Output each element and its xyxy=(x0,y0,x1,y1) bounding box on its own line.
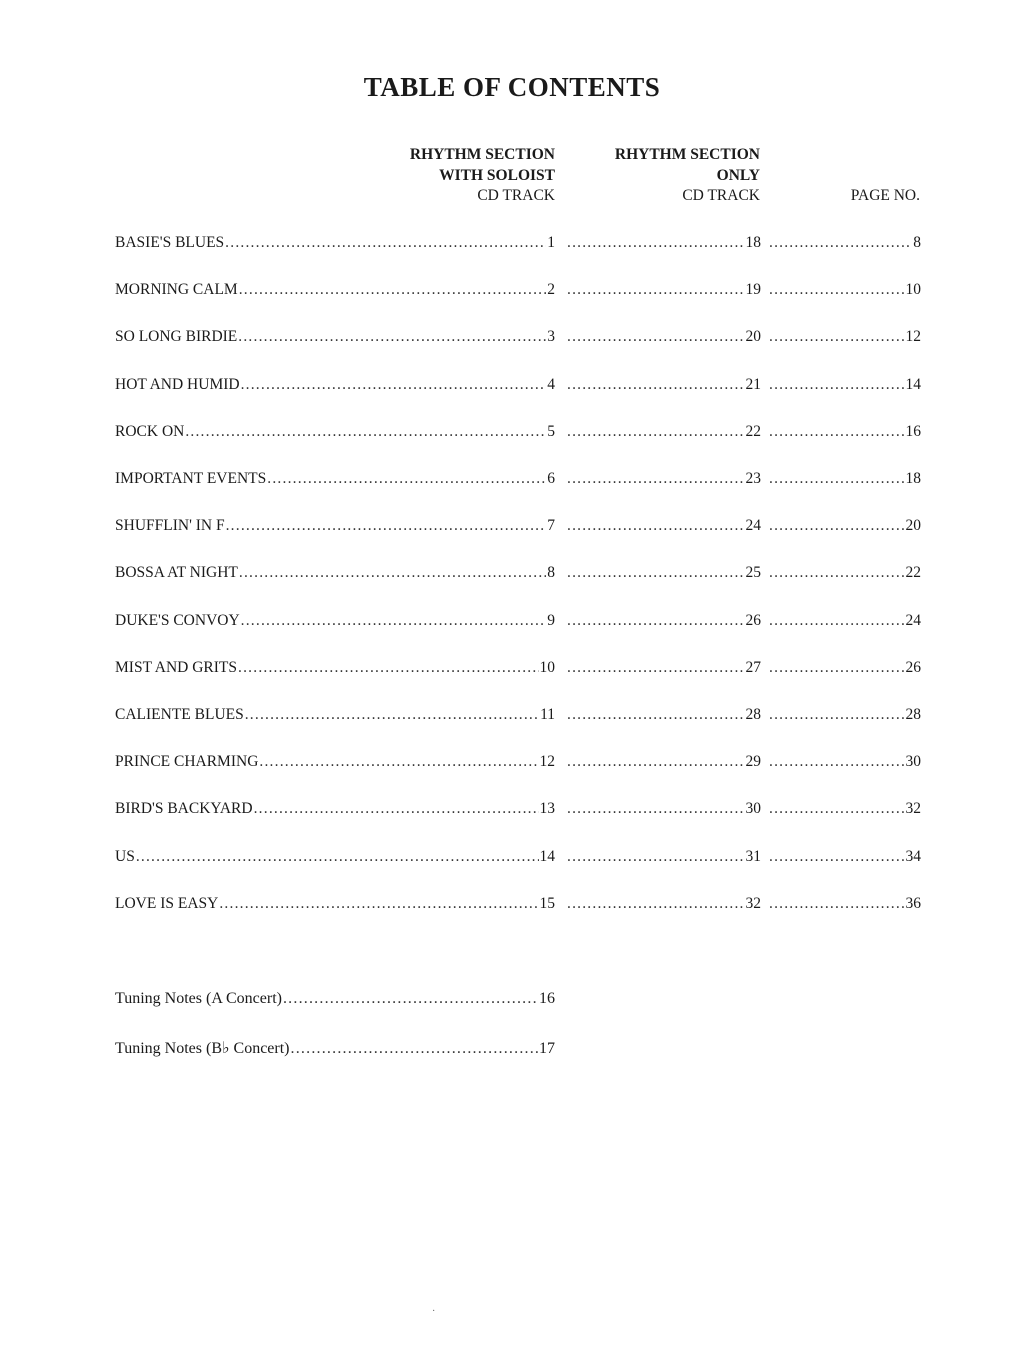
entry-number: 22 xyxy=(745,422,761,440)
header-page-no xyxy=(851,186,920,207)
entry-number: 17 xyxy=(539,1040,555,1057)
rhythm-track-cell xyxy=(566,470,761,488)
header-soloist-line1: RHYTHM SECTION xyxy=(409,146,555,163)
dot-leader xyxy=(241,612,547,630)
entry-number: 30 xyxy=(905,753,921,771)
rhythm-track-cell xyxy=(566,564,761,582)
entry-number: 9 xyxy=(547,611,555,629)
tuning-track-cell xyxy=(115,990,555,1008)
entry-number: 36 xyxy=(905,894,921,912)
entry-number: 27 xyxy=(745,658,761,676)
dot-leader xyxy=(769,848,905,866)
scan-speck: · xyxy=(432,1306,436,1317)
dot-leader xyxy=(769,800,905,818)
entry-number: 6 xyxy=(547,470,555,487)
entry-number: 25 xyxy=(745,564,761,582)
entry-number: 16 xyxy=(539,990,555,1007)
dot-leader xyxy=(769,659,905,677)
tuning-track-cell xyxy=(115,1038,555,1058)
dot-leader xyxy=(226,517,547,535)
entry-number: 19 xyxy=(745,281,761,299)
dot-leader xyxy=(769,376,905,394)
soloist-track-cell xyxy=(115,328,555,346)
dot-leader xyxy=(219,895,538,913)
entry-number: 10 xyxy=(905,281,921,299)
page-number-cell xyxy=(768,281,921,299)
entry-title: DUKE'S CONVOY xyxy=(115,611,240,629)
dot-leader xyxy=(136,848,539,866)
header-page-label: PAGE NO. xyxy=(850,187,920,204)
dot-leader xyxy=(238,328,546,346)
rhythm-track-cell xyxy=(566,800,761,818)
entry-number: 24 xyxy=(905,611,921,629)
page-number-cell xyxy=(768,564,921,582)
soloist-track-cell xyxy=(115,234,555,252)
dot-leader xyxy=(241,376,547,394)
entry-number: 21 xyxy=(745,375,761,393)
dot-leader xyxy=(769,895,905,913)
entry-title: SO LONG BIRDIE xyxy=(115,328,238,346)
entry-number: 30 xyxy=(745,800,761,818)
dot-leader xyxy=(567,564,745,582)
header-soloist-line2: WITH SOLOIST xyxy=(439,166,555,184)
rhythm-track-cell xyxy=(566,281,761,299)
entry-number: 16 xyxy=(905,422,921,440)
entry-number: 12 xyxy=(539,753,555,771)
page-number-cell xyxy=(768,753,921,771)
dot-leader xyxy=(239,564,546,582)
entry-number: 3 xyxy=(547,328,555,346)
entry-title: CALIENTE BLUES xyxy=(115,706,244,723)
entry-number: 34 xyxy=(905,847,921,865)
page-number-cell xyxy=(768,612,921,630)
entry-number: 18 xyxy=(905,470,921,487)
entry-title: BASIE'S BLUES xyxy=(115,234,225,251)
dot-leader xyxy=(567,612,745,630)
dot-leader xyxy=(567,800,745,818)
soloist-track-cell xyxy=(115,564,555,582)
dot-leader xyxy=(567,423,745,441)
page-title: TABLE OF CONTENTS xyxy=(363,72,661,102)
dot-leader xyxy=(567,281,745,299)
soloist-track-cell xyxy=(115,659,555,677)
dot-leader xyxy=(567,376,745,394)
entry-number: 22 xyxy=(905,564,921,582)
entry-title: Tuning Notes (B♭ Concert) xyxy=(115,1040,290,1057)
entry-number: 15 xyxy=(539,894,555,912)
entry-title: LOVE IS EASY xyxy=(115,894,219,912)
entry-number: 8 xyxy=(547,564,555,582)
rhythm-track-cell xyxy=(566,376,761,394)
header-rhythm-line3: CD TRACK xyxy=(682,187,760,204)
entry-number: 13 xyxy=(539,800,555,818)
entry-title: BOSSA AT NIGHT xyxy=(115,564,238,582)
soloist-track-cell xyxy=(115,706,555,724)
soloist-track-cell xyxy=(115,753,555,771)
rhythm-track-cell xyxy=(566,234,761,252)
entry-number: 24 xyxy=(745,517,761,535)
entry-number: 20 xyxy=(745,328,761,346)
entry-number: 20 xyxy=(905,517,921,535)
dot-leader xyxy=(769,470,905,488)
dot-leader xyxy=(769,517,905,535)
entry-number: 11 xyxy=(540,706,555,723)
soloist-track-cell xyxy=(115,470,555,488)
header-soloist-line3: CD TRACK xyxy=(477,187,555,204)
entry-number: 31 xyxy=(745,847,761,865)
entry-number: 28 xyxy=(745,706,761,723)
dot-leader xyxy=(769,234,912,252)
soloist-track-cell xyxy=(115,281,555,299)
dot-leader xyxy=(259,753,538,771)
entry-number: 32 xyxy=(905,800,921,818)
entry-title: MIST AND GRITS xyxy=(115,658,238,676)
soloist-track-cell xyxy=(115,848,555,866)
dot-leader xyxy=(283,990,538,1008)
entry-number: 1 xyxy=(547,234,555,251)
rhythm-track-cell xyxy=(566,328,761,346)
dot-leader xyxy=(769,753,905,771)
entry-title: IMPORTANT EVENTS xyxy=(115,470,267,487)
entry-number: 28 xyxy=(905,706,921,723)
dot-leader xyxy=(567,328,745,346)
rhythm-track-cell xyxy=(566,517,761,535)
entry-title: MORNING CALM xyxy=(115,281,238,299)
entry-number: 4 xyxy=(547,375,555,393)
entry-number: 2 xyxy=(547,281,555,299)
dot-leader xyxy=(769,706,905,724)
page-number-cell xyxy=(768,328,921,346)
rhythm-track-cell xyxy=(566,895,761,913)
dot-leader xyxy=(567,659,745,677)
header-soloist-track xyxy=(410,145,555,207)
entry-number: 32 xyxy=(745,894,761,912)
dot-leader xyxy=(291,1040,538,1058)
entry-number: 12 xyxy=(905,328,921,346)
dot-leader xyxy=(567,234,745,252)
page-number-cell xyxy=(768,423,921,441)
dot-leader xyxy=(567,895,745,913)
entry-title: PRINCE CHARMING xyxy=(115,753,259,771)
page-number-cell xyxy=(768,848,921,866)
dot-leader xyxy=(567,848,745,866)
soloist-track-cell xyxy=(115,376,555,394)
page-number-cell xyxy=(768,376,921,394)
dot-leader xyxy=(567,753,745,771)
soloist-track-cell xyxy=(115,612,555,630)
entry-number: 5 xyxy=(547,422,555,440)
rhythm-track-cell xyxy=(566,423,761,441)
entry-number: 23 xyxy=(745,470,761,487)
entry-number: 26 xyxy=(745,611,761,629)
page-number-cell xyxy=(768,895,921,913)
rhythm-track-cell xyxy=(566,706,761,724)
entry-number: 10 xyxy=(539,658,555,676)
page-number-cell xyxy=(768,470,921,488)
soloist-track-cell xyxy=(115,895,555,913)
dot-leader xyxy=(769,564,905,582)
soloist-track-cell xyxy=(115,800,555,818)
dot-leader xyxy=(239,281,547,299)
dot-leader xyxy=(567,706,745,724)
rhythm-track-cell xyxy=(566,612,761,630)
entry-title: US xyxy=(115,847,135,865)
dot-leader xyxy=(225,234,546,252)
page-number-cell xyxy=(768,800,921,818)
header-rhythm-line1: RHYTHM SECTION xyxy=(614,146,760,163)
entry-title: BIRD'S BACKYARD xyxy=(115,800,253,818)
dot-leader xyxy=(769,281,905,299)
entry-number: 7 xyxy=(547,517,555,535)
soloist-track-cell xyxy=(115,517,555,535)
rhythm-track-cell xyxy=(566,753,761,771)
page-number-cell xyxy=(768,659,921,677)
dot-leader xyxy=(267,470,546,488)
page-number-cell xyxy=(768,706,921,724)
dot-leader xyxy=(185,423,546,441)
page-number-cell xyxy=(768,517,921,535)
entry-number: 14 xyxy=(539,847,555,865)
entry-number: 26 xyxy=(905,658,921,676)
dot-leader xyxy=(238,659,538,677)
entry-title: SHUFFLIN' IN F xyxy=(115,517,225,535)
dot-leader xyxy=(769,423,905,441)
dot-leader xyxy=(567,517,745,535)
dot-leader xyxy=(769,612,905,630)
page-number-cell xyxy=(768,234,921,252)
header-rhythm-line2: ONLY xyxy=(716,166,760,184)
dot-leader xyxy=(254,800,539,818)
dot-leader xyxy=(245,706,539,724)
entry-number: 29 xyxy=(745,753,761,771)
soloist-track-cell xyxy=(115,423,555,441)
rhythm-track-cell xyxy=(566,659,761,677)
entry-number: 8 xyxy=(913,234,921,251)
entry-number: 14 xyxy=(905,375,921,393)
dot-leader xyxy=(567,470,745,488)
rhythm-track-cell xyxy=(566,848,761,866)
entry-title: HOT AND HUMID xyxy=(115,375,240,393)
dot-leader xyxy=(769,328,905,346)
header-rhythm-track xyxy=(615,145,760,207)
entry-title: Tuning Notes (A Concert) xyxy=(115,990,282,1007)
entry-title: ROCK ON xyxy=(115,422,185,440)
entry-number: 18 xyxy=(745,234,761,251)
